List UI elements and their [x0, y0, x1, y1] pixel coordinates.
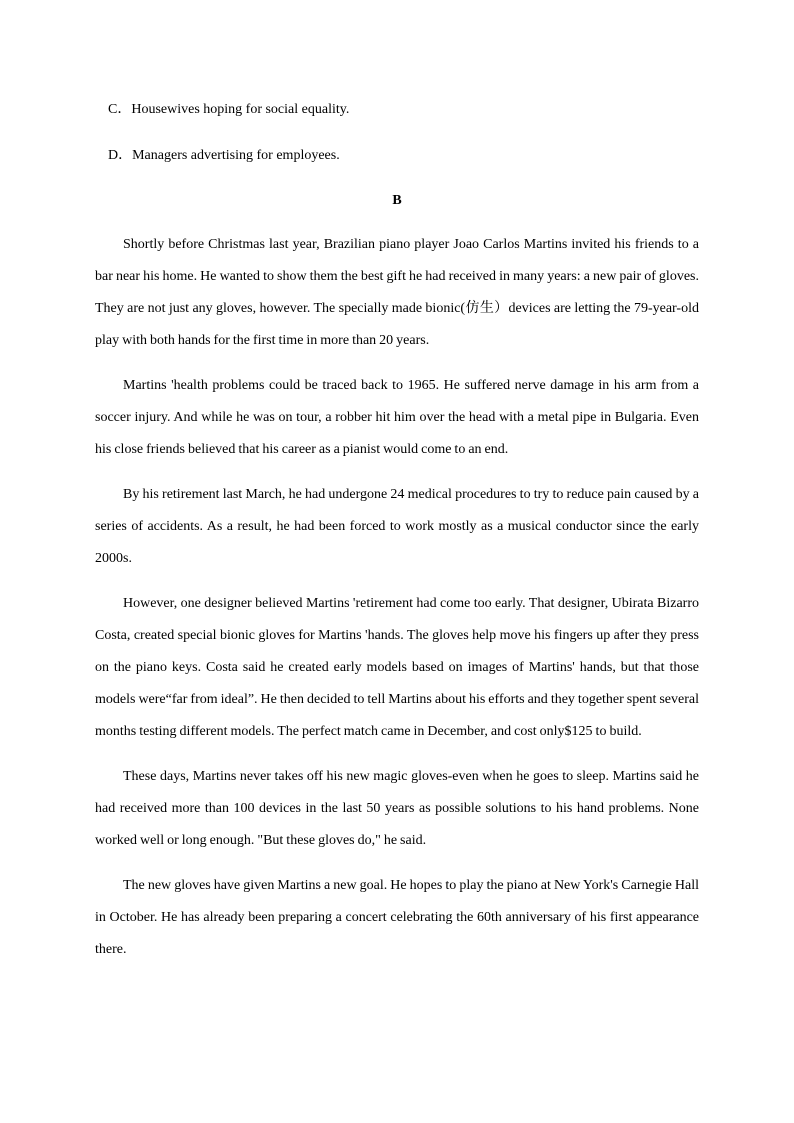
paragraph-1: Shortly before Christmas last year, Brazilian piano player Joao Carlos Martins invited his friends to a bar near his home. He wanted to show them the best gift he had received in many years: a new pair of gloves. They are not just any gloves, however. The specially made bionic(仿生）devices are letting the 79-year-old play with both hands for the first time in more than 20 years.	[95, 237, 699, 348]
paragraph-2: Martins 'health problems could be traced back to 1965. He suffered nerve damage in his arm from a soccer injury. And while he was on tour, a robber hit him over the head with a metal pipe in Bulgaria. Even his close friends believed that his career as a pianist would come to an end.	[95, 378, 699, 457]
option-c: C．Housewives hoping for social equality.	[108, 102, 350, 117]
paragraph-6: The new gloves have given Martins a new goal. He hopes to play the piano at New York's Carnegie Hall in October. He has already been preparing a concert celebrating the 60th anniversary of his first appearance there.	[95, 878, 699, 957]
paragraph-3: By his retirement last March, he had undergone 24 medical procedures to try to reduce pain caused by a series of accidents. As a result, he had been forced to work mostly as a musical conductor since the early 2000s.	[95, 487, 699, 566]
paragraph-5: These days, Martins never takes off his new magic gloves-even when he goes to sleep. Martins said he had received more than 100 devices in the last 50 years as possible solutions to his hand problems. None worked well or long enough. "But these gloves do," he said.	[95, 769, 699, 848]
paragraph-4: However, one designer believed Martins 'retirement had come too early. That designer, Ubirata Bizarro Costa, created special bionic gloves for Martins 'hands. The gloves help move his fingers up after they press on the piano keys. Costa said he created early models based on images of Martins' hands, but that those models were“far from ideal”. He then decided to tell Martins about his efforts and they together spent several months testing different models. The perfect match came in December, and cost only$125 to build.	[95, 596, 699, 739]
option-d: D．Managers advertising for employees.	[108, 148, 340, 163]
section-heading: B	[392, 193, 402, 208]
reading-passage	[95, 229, 699, 979]
